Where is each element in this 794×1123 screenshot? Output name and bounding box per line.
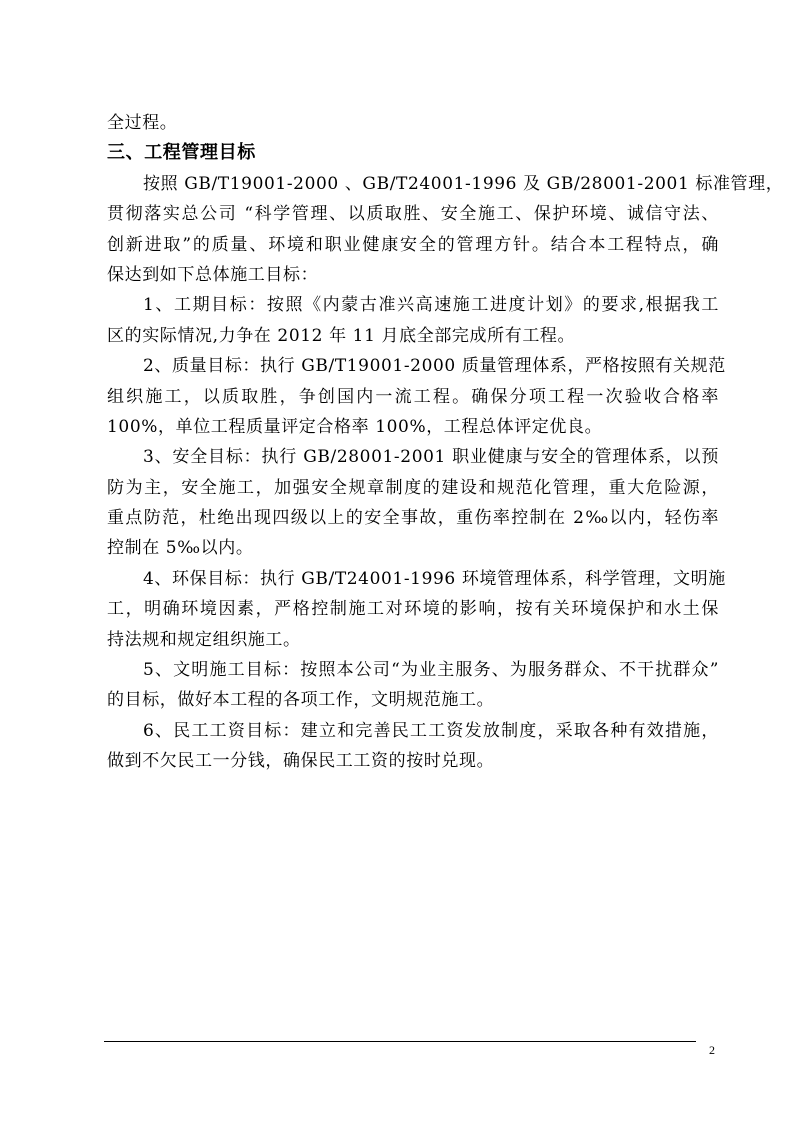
body-text-line: 做到不欠民工一分钱，确保民工工资的按时兑现。: [107, 751, 495, 772]
document-body: [107, 108, 784, 777]
body-text-line: 的目标，做好本工程的各项工作，文明规范施工。: [107, 690, 495, 711]
body-text-line: 3、安全目标：执行 GB/28001-2001 职业健康与安全的管理体系，以预: [143, 447, 719, 468]
body-text-line: 控制在 5‰以内。: [107, 538, 254, 559]
body-text-line: 按照 GB/T19001-2000 、GB/T24001-1996 及 GB/28001-2001 标准管理，: [143, 173, 784, 194]
body-text-line: 创新进取”的质量、环境和职业健康安全的管理方针。结合本工程特点，确: [107, 234, 719, 255]
body-text-line: 防为主，安全施工，加强安全规章制度的建设和规范化管理，重大危险源，: [107, 477, 719, 498]
body-text-line: 工，明确环境因素，严格控制施工对环境的影响，按有关环境保护和水土保: [107, 599, 719, 620]
body-text-line: 保达到如下总体施工目标：: [107, 264, 319, 285]
body-text-line: 1、工期目标：按照《内蒙古准兴高速施工进度计划》的要求,根据我工: [143, 295, 719, 316]
body-text-line: 贯彻落实总公司 “科学管理、以质取胜、安全施工、保护环境、诚信守法、: [107, 204, 719, 225]
body-text-line: 2、质量目标：执行 GB/T19001-2000 质量管理体系，严格按照有关规范: [143, 356, 726, 377]
section-heading: 三、工程管理目标: [107, 142, 256, 164]
body-text-line: 100%，单位工程质量评定合格率 100%，工程总体评定优良。: [107, 416, 603, 437]
body-text-line: 区的实际情况,力争在 2012 年 11 月底全部完成所有工程。: [107, 325, 576, 346]
body-text-line: 5、文明施工目标：按照本公司“为业主服务、为服务群众、不干扰群众”: [143, 660, 719, 681]
body-text-line: 持法规和规定组织施工。: [107, 629, 301, 650]
body-text-line: 组织施工，以质取胜，争创国内一流工程。确保分项工程一次验收合格率: [107, 386, 719, 407]
footer-divider: [104, 1041, 696, 1042]
page-number: 2: [709, 1043, 715, 1057]
body-text-line: 重点防范，杜绝出现四级以上的安全事故，重伤率控制在 2‰以内，轻伤率: [107, 508, 719, 529]
body-text-line: 4、环保目标：执行 GB/T24001-1996 环境管理体系，科学管理，文明施: [143, 568, 726, 589]
body-text-line: 全过程。: [107, 113, 178, 133]
body-text-line: 6、民工工资目标：建立和完善民工工资发放制度，采取各种有效措施，: [143, 720, 719, 741]
